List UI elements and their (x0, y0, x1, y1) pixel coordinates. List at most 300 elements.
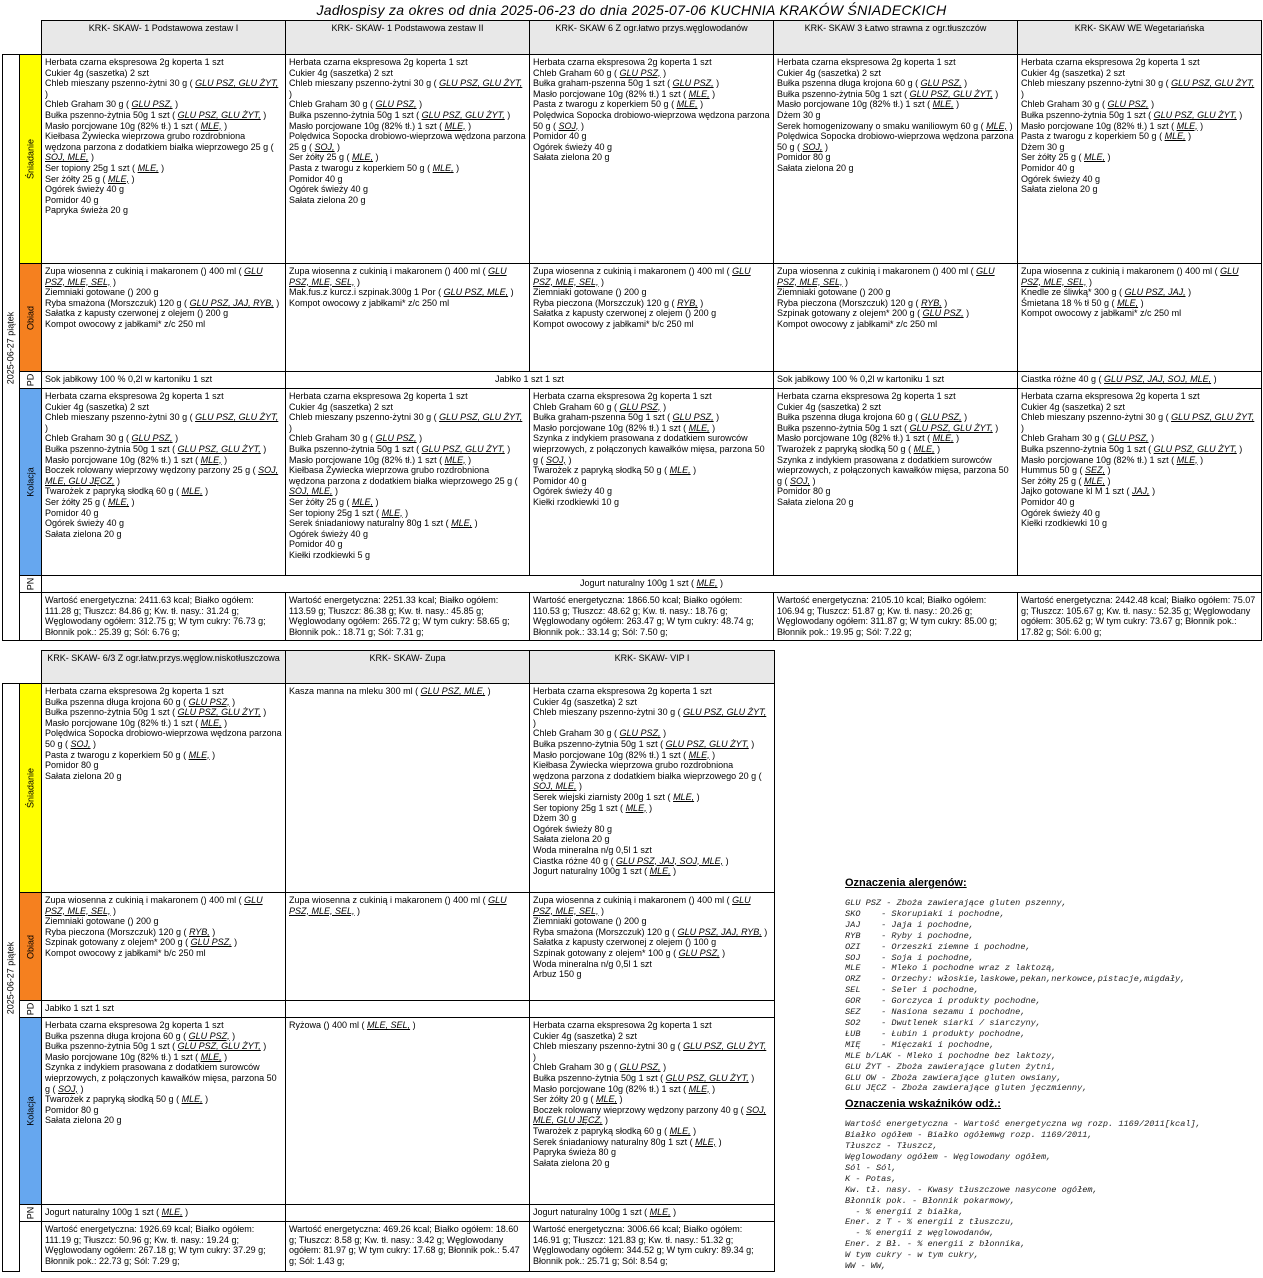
menu-item: Twarożek z papryką słodką 50 g ( MLE, ) (45, 1094, 209, 1105)
menu-item: Ser żółty 25 g ( MLE, ) (289, 152, 379, 163)
menu-item: Bułka pszenno-żytnia 50g 1 szt ( GLU PSZ, GLU ŻYT, ) (1021, 109, 1243, 120)
menu-cell (530, 1018, 775, 1205)
menu-cell (42, 55, 286, 264)
menu-item: Chleb Graham 30 g ( GLU PSZ, ) (533, 1062, 667, 1073)
menu-item: Polędwica Sopocka drobiowo-wieprzowa wędzona parzona 25 g ( SOJ, ) (289, 131, 526, 152)
menu-item: Kasza manna na mleku 300 ml ( GLU PSZ, MLE, ) (289, 686, 491, 696)
menu-cell (42, 684, 286, 893)
menu-item: Masło porcjowane 10g (82% tł.) 1 szt ( MLE, ) (45, 1051, 228, 1062)
menu-item: Herbata czarna ekspresowa 2g koperta 1 szt (533, 1020, 712, 1030)
menu-item: Herbata czarna ekspresowa 2g koperta 1 szt (533, 57, 712, 67)
legend-entry: Ener. z T - % energii z tłuszczu, (845, 1217, 1016, 1228)
menu-item: Bułka pszenno-żytnia 50g 1 szt ( GLU PSZ, GLU ŻYT, ) (533, 738, 755, 749)
menu-item: Chleb mieszany pszenno-żytni 30 g ( GLU PSZ, GLU ŻYT, ) (533, 707, 767, 728)
diet-header: KRK- SKAW- 6/3 Z ogr.łatw.przys.węglow.niskotłuszczowa (42, 651, 286, 684)
menu-item: Szynka z indykiem prasowana z dodatkiem surowców wieprzowych, z połączonych kawałków mięsa, parzona 50 g ( SOJ, ) (777, 454, 1009, 486)
date-label: 2025-06-27 piątek (5, 941, 16, 1014)
indicators-title: Oznaczenia wskaźników odż.: (845, 1098, 1001, 1111)
menu-item: Pomidor 40 g (533, 131, 587, 142)
meal-label-pn: PN (20, 1205, 42, 1222)
menu-item: Ogórek świeży 40 g (533, 486, 613, 497)
legend-entry: WW - WW, (845, 1261, 887, 1272)
menu-item: Masło porcjowane 10g (82% tł.) 1 szt ( MLE, ) (777, 99, 960, 110)
allergens-title: Oznaczenia alergenów: (845, 877, 967, 889)
legend-entry: GLU OW - Zboża zawierające gluten owsiany, (845, 1072, 1062, 1083)
meal-label-sniadanie: Śniadanie (20, 55, 42, 264)
menu-item: Sałata zielona 20 g (533, 152, 610, 163)
menu-item: Serek śniadaniowy naturalny 80g 1 szt ( MLE, ) (289, 518, 478, 529)
menu-item: Chleb mieszany pszenno-żytni 30 g ( GLU PSZ, GLU ŻYT, ) (1021, 78, 1255, 99)
legend-entry: SEZ - Nasiona sezamu i pochodne, (845, 1007, 1026, 1018)
menu-item: Sałatka z kapusty czerwonej z olejem () 200 g (45, 308, 229, 319)
menu-item: Ogórek świeży 40 g (1021, 173, 1101, 184)
legend-entry: SEL - Seler i pochodne, (845, 985, 980, 996)
menu-cell (774, 55, 1018, 264)
legend-entry: Białko ogółem - Białko ogółemwg rozp. 1169/2011, (845, 1130, 1093, 1141)
meal-label-obiad: Obiad (20, 264, 42, 372)
menu-item: Twarożek z papryką słodką 50 g ( MLE, ) (777, 443, 941, 454)
menu-item: Bułka pszenno-żytnia 50g 1 szt ( GLU PSZ, GLU ŻYT, ) (45, 109, 267, 120)
menu-cell (1018, 264, 1262, 372)
menu-item: Cukier 4g (saszetka) 2 szt (289, 401, 394, 412)
menu-item: Kompot owocowy z jabłkami* z/c 250 ml (289, 297, 450, 308)
menu-item: Szpinak gotowany z olejem* 200 g ( GLU PSZ, ) (777, 308, 970, 319)
legend-entry: Tłuszcz - Tłuszcz, (845, 1141, 938, 1152)
menu-item: Woda mineralna n/g 0,5l 1 szt (533, 844, 652, 855)
menu-item: Herbata czarna ekspresowa 2g koperta 1 szt (777, 391, 956, 401)
menu-item: Ser żółty 25 g ( MLE, ) (289, 496, 379, 507)
meal-label-kolacja: Kolacja (20, 1018, 42, 1205)
menu-item: Ciastka różne 40 g ( GLU PSZ, JAJ, SOJ, MLE, ) (533, 855, 729, 866)
menu-item: Ryba smażona (Morszczuk) 120 g ( GLU PSZ, JAJ, RYB, ) (45, 297, 280, 308)
menu-item: Ziemniaki gotowane () 200 g (777, 287, 891, 298)
menu-item: Masło porcjowane 10g (82% tł.) 1 szt ( MLE, ) (1021, 120, 1204, 131)
menu-cell (1018, 55, 1262, 264)
menu-item: Jabłko 1 szt 1 szt (494, 374, 565, 384)
legend-entry: JAJ - Jaja i pochodne, (845, 919, 974, 930)
diet-header: KRK- SKAW- 1 Podstawowa zestaw I (42, 21, 286, 55)
menu-item: Jogurt naturalny 100g 1 szt ( MLE, ) (533, 866, 677, 877)
menu-item: Ogórek świeży 40 g (45, 184, 125, 195)
menu-cell (530, 264, 774, 372)
menu-cell (42, 264, 286, 372)
menu-item: Polędwica Sopocka drobiowo-wieprzowa wędzona parzona 50 g ( SOJ, ) (777, 131, 1014, 152)
menu-cell (530, 1205, 775, 1222)
menu-item: Szynka z indykiem prasowana z dodatkiem surowców wieprzowych, z połączonych kawałków mięsa, parzona 50 g ( SOJ, ) (533, 433, 765, 465)
menu-item: Mak.fus.z kurcz.i szpinak.300g 1 Por ( GLU PSZ, MLE, ) (289, 287, 514, 298)
menu-item: Papryka świeża 20 g (45, 205, 129, 216)
menu-item: Ser żółty 25 g ( MLE, ) (1021, 152, 1111, 163)
menu-item: Ser żółty 20 g ( MLE, ) (533, 1094, 623, 1105)
menu-item: Kompot owocowy z jabłkami* b/c 250 ml (45, 947, 206, 958)
legend-entry: ŁUB - Łubin i produkty pochodne, (845, 1028, 1026, 1039)
nutrition-cell: Wartość energetyczna: 2105.10 kcal; Białko ogółem: 106.94 g; Tłuszcz: 51.87 g; Kw. tł. nasy.: 20.26 g; Węglowodany ogółem: 311.87 g; W tym cukry: 85.00 g; Błonnik pok.: 19.95 g; Sól: 7.22 g; (774, 593, 1018, 641)
menu-item: Bułka pszenno-żytnia 50g 1 szt ( GLU PSZ, GLU ŻYT, ) (289, 109, 511, 120)
menu-item: Jogurt naturalny 100g 1 szt ( MLE, ) (579, 578, 724, 588)
menu-item: Herbata czarna ekspresowa 2g koperta 1 szt (45, 686, 224, 696)
allergens-list (845, 898, 1260, 1094)
menu-item: Pomidor 80 g (45, 1104, 99, 1115)
menu-item: Pomidor 40 g (289, 173, 343, 184)
menu-cell (42, 1018, 286, 1205)
menu-item: Herbata czarna ekspresowa 2g koperta 1 szt (777, 57, 956, 67)
menu-item: Pomidor 40 g (1021, 162, 1075, 173)
menu-item: Chleb Graham 30 g ( GLU PSZ, ) (533, 728, 667, 739)
menu-item: Ser żółty 25 g ( MLE, ) (45, 173, 135, 184)
menu-item: Sałata zielona 20 g (533, 834, 610, 845)
menu-item: Cukier 4g (saszetka) 2 szt (777, 401, 882, 412)
menu-item: Polędwica Sopocka drobiowo-wieprzowa wędzona parzona 50 g ( SOJ, ) (45, 728, 282, 749)
menu-cell (286, 1018, 530, 1205)
nutrition-cell: Wartość energetyczna: 2251.33 kcal; Białko ogółem: 113.59 g; Tłuszcz: 86.38 g; Kw. tł. nasy.: 45.85 g; Węglowodany ogółem: 265.72 g; W tym cukry: 58.65 g; Błonnik pok.: 18.71 g; Sól: 7.31 g; (286, 593, 530, 641)
menu-cell (286, 372, 774, 389)
menu-cell (286, 1205, 530, 1222)
legend (845, 877, 1260, 1276)
menu-cell (42, 372, 286, 389)
menu-item: Serek homogenizowany o smaku waniliowym 60 g ( MLE, ) (777, 120, 1013, 131)
legend-entry: ORZ - Orzechy: włoskie,laskowe,pekan,nerkowce,pistacje,migdały, (845, 974, 1186, 985)
menu-item: Masło porcjowane 10g (82% tł.) 1 szt ( MLE, ) (45, 120, 228, 131)
meal-label-pn: PN (20, 576, 42, 593)
menu-cell (286, 893, 530, 1001)
diet-header: KRK- SKAW WE Wegetariańska (1018, 21, 1262, 55)
menu-item: Ziemniaki gotowane () 200 g (533, 287, 647, 298)
menu-item: Ser topiony 25g 1 szt ( MLE, ) (533, 802, 653, 813)
menu-cell (286, 684, 530, 893)
menu-item: Kompot owocowy z jabłkami* z/c 250 ml (45, 318, 206, 329)
legend-entry: Wartość energetyczna - Wartość energetyczna wg rozp. 1169/2011[kcal], (845, 1119, 1201, 1130)
menu-item: Zupa wiosenna z cukinią i makaronem () 400 ml ( GLU PSZ, MLE, SEL, ) (45, 266, 263, 287)
legend-entry: Węglowodany ogółem - Węglowodany ogółem, (845, 1152, 1052, 1163)
menu-cell (42, 576, 1262, 593)
legend-entry: RYB - Ryby i pochodne, (845, 930, 974, 941)
menu-item: Ser topiony 25g 1 szt ( MLE, ) (45, 162, 165, 173)
menu-item: Sałata zielona 20 g (45, 1115, 122, 1126)
diet-header: KRK- SKAW- VIP I (530, 651, 775, 684)
nutrition-cell: Wartość energetyczna: 2411.63 kcal; Białko ogółem: 111.28 g; Tłuszcz: 84.86 g; Kw. tł. nasy.: 31.24 g; Węglowodany ogółem: 312.75 g; W tym cukry: 76.73 g; Błonnik pok.: 25.39 g; Sól: 6.76 g; (42, 593, 286, 641)
menu-item: Pasta z twarogu z koperkiem 50 g ( MLE, ) (1021, 131, 1192, 142)
menu-item: Ser żółty 25 g ( MLE, ) (45, 496, 135, 507)
menu-item: Masło porcjowane 10g (82% tł.) 1 szt ( MLE, ) (45, 454, 228, 465)
menu-cell (774, 264, 1018, 372)
menu-cell (774, 372, 1018, 389)
nutrition-cell: Wartość energetyczna: 1866.50 kcal; Białko ogółem: 110.53 g; Tłuszcz: 48.62 g; Kw. tł. nasy.: 18.76 g; Węglowodany ogółem: 263.47 g; W tym cukry: 48.74 g; Błonnik pok.: 33.14 g; Sól: 7.50 g; (530, 593, 774, 641)
menu-item: Jogurt naturalny 100g 1 szt ( MLE, ) (533, 1207, 677, 1217)
diet-header-row (3, 651, 775, 684)
indicators-list (845, 1119, 1260, 1272)
menu-item: Chleb mieszany pszenno-żytni 30 g ( GLU PSZ, GLU ŻYT, ) (533, 1041, 767, 1062)
legend-entry: Błonnik pok. - Błonnik pokarmowy, (845, 1195, 1016, 1206)
menu-item: Bułka pszenno-żytnia 50g 1 szt ( GLU PSZ, GLU ŻYT, ) (289, 443, 511, 454)
legend-entry: Sól - Sól, (845, 1162, 897, 1173)
legend-entry: GLU PSZ - Zboża zawierające gluten pszenny, (845, 898, 1067, 908)
menu-item: Ryba smażona (Morszczuk) 120 g ( GLU PSZ, JAJ, RYB, ) (533, 926, 768, 937)
menu-item: Papryka świeża 80 g (533, 1147, 617, 1158)
menu-cell (42, 893, 286, 1001)
menu-item: Pomidor 40 g (45, 194, 99, 205)
menu-item: Kompot owocowy z jabłkami* z/c 250 ml (1021, 308, 1182, 319)
legend-entry: Kw. tł. nasy. - Kwasy tłuszczowe nasycone ogółem, (845, 1184, 1098, 1195)
menu-item: Herbata czarna ekspresowa 2g koperta 1 szt (45, 1020, 224, 1030)
legend-entry: Ener. z Bł. - % energii z błonnika, (845, 1239, 1026, 1250)
menu-item: Ogórek świeży 40 g (289, 528, 369, 539)
legend-entry: GLU ŻYT - Zboża zawierające gluten żytni, (845, 1061, 1057, 1072)
menu-table-2 (2, 650, 775, 1272)
menu-item: Masło porcjowane 10g (82% tł.) 1 szt ( MLE, ) (533, 749, 716, 760)
menu-item: Jajko gotowane kl M 1 szt ( JAJ, ) (1021, 486, 1156, 497)
menu-item: Sok jabłkowy 100 % 0,2l w kartoniku 1 szt (777, 374, 945, 384)
nutrition-cell: Wartość energetyczna: 3006.66 kcal; Białko ogółem: 146.91 g; Tłuszcz: 121.83 g; Kw. tł. nasy.: 51.32 g; Węglowodany ogółem: 344.52 g; W tym cukry: 89.34 g; Błonnik pok.: 25.71 g; Sól: 8.54 g; (530, 1222, 775, 1272)
menu-item: Knedle ze śliwką* 300 g ( GLU PSZ, JAJ, ) (1021, 287, 1192, 298)
menu-cell (774, 389, 1018, 576)
menu-item: Ogórek świeży 40 g (533, 141, 613, 152)
menu-item: Pomidor 40 g (45, 507, 99, 518)
menu-item: Chleb Graham 30 g ( GLU PSZ, ) (45, 433, 179, 444)
legend-entry: GOR - Gorczyca i produkty pochodne, (845, 996, 1041, 1007)
menu-item: Szynka z indykiem prasowana z dodatkiem surowców wieprzowych, z połączonych kawałków mięsa, parzona 50 g ( SOJ, ) (45, 1062, 277, 1094)
menu-cell (42, 389, 286, 576)
meal-label-sniadanie: Śniadanie (20, 684, 42, 893)
menu-item: Sałata zielona 20 g (45, 528, 122, 539)
menu-item: Sok jabłkowy 100 % 0,2l w kartoniku 1 szt (45, 374, 213, 384)
menu-item: Dżem 30 g (1021, 141, 1065, 152)
menu-item: Herbata czarna ekspresowa 2g koperta 1 szt (533, 391, 712, 401)
date-cell (3, 55, 20, 641)
menu-cell (286, 389, 530, 576)
menu-item: Chleb Graham 30 g ( GLU PSZ, ) (289, 433, 423, 444)
menu-item: Herbata czarna ekspresowa 2g koperta 1 szt (1021, 391, 1200, 401)
diet-header-row (3, 21, 1262, 55)
menu-cell (530, 389, 774, 576)
menu-item: Chleb Graham 30 g ( GLU PSZ, ) (1021, 433, 1155, 444)
menu-item: Ryżowa () 400 ml ( MLE, SEL, ) (289, 1020, 416, 1030)
menu-item: Chleb mieszany pszenno-żytni 30 g ( GLU PSZ, GLU ŻYT, ) (289, 412, 523, 433)
menu-item: Ogórek świeży 40 g (1021, 507, 1101, 518)
menu-cell (1018, 389, 1262, 576)
meal-label-kolacja: Kolacja (20, 389, 42, 576)
menu-item: Bułka pszenna długa krojona 60 g ( GLU PSZ, ) (45, 696, 236, 707)
menu-cell (286, 264, 530, 372)
menu-item: Masło porcjowane 10g (82% tł.) 1 szt ( MLE, ) (1021, 454, 1204, 465)
menu-item: Dżem 30 g (533, 813, 577, 824)
legend-entry: MIĘ - Mięczaki i pochodne, (845, 1039, 995, 1050)
menu-item: Boczek rolowany wieprzowy wędzony parzony 25 g ( SOJ, MLE, GLU JĘCZ, ) (45, 465, 279, 486)
menu-item: Bułka pszenna długa krojona 60 g ( GLU PSZ, ) (777, 412, 968, 423)
menu-cell (286, 55, 530, 264)
menu-item: Twarożek z papryką słodką 60 g ( MLE, ) (45, 486, 209, 497)
diet-header: KRK- SKAW 6 Z ogr.łatwo przys.węglowodanów (530, 21, 774, 55)
menu-item: Cukier 4g (saszetka) 2 szt (533, 1030, 638, 1041)
menu-item: Masło porcjowane 10g (82% tł.) 1 szt ( MLE, ) (777, 433, 960, 444)
menu-item: Sałata zielona 20 g (533, 1157, 610, 1168)
menu-item: Pasta z twarogu z koperkiem 50 g ( MLE, ) (289, 162, 460, 173)
legend-entry: OZI - Orzeszki ziemne i pochodne, (845, 941, 1031, 952)
menu-item: Ziemniaki gotowane () 200 g (45, 916, 159, 927)
menu-item: Herbata czarna ekspresowa 2g koperta 1 szt (45, 57, 224, 67)
legend-entry: K - Potas, (845, 1173, 897, 1184)
legend-entry: - % energii z węglowodanów, (845, 1228, 995, 1239)
menu-item: Chleb Graham 60 g ( GLU PSZ, ) (533, 67, 667, 78)
legend-entry: - % energii z białka, (845, 1206, 964, 1217)
menu-item: Pasta z twarogu z koperkiem 50 g ( MLE, ) (45, 749, 216, 760)
menu-item: Kiełbasa Żywiecka wieprzowa grubo rozdrobniona wędzona parzona z dodatkiem białka wieprzowego 25 g ( SOJ, MLE, ) (45, 131, 274, 163)
date-label: 2025-06-27 piątek (5, 311, 16, 384)
menu-item: Cukier 4g (saszetka) 2 szt (289, 67, 394, 78)
menu-item: Pomidor 40 g (289, 539, 343, 550)
menu-item: Ser topiony 25g 1 szt ( MLE, ) (289, 507, 409, 518)
menu-cell (530, 55, 774, 264)
menu-item: Herbata czarna ekspresowa 2g koperta 1 szt (289, 391, 468, 401)
legend-entry: SO2 - Dwutlenek siarki / siarczyny, (845, 1017, 1041, 1028)
menu-item: Sałata zielona 20 g (777, 162, 854, 173)
menu-item: Śmietana 18 % tł 50 g ( MLE, ) (1021, 297, 1144, 308)
menu-item: Ziemniaki gotowane () 200 g (533, 916, 647, 927)
menu-item: Serek wiejski ziarnisty 200g 1 szt ( MLE, ) (533, 791, 700, 802)
menu-item: Cukier 4g (saszetka) 2 szt (45, 67, 150, 78)
menu-item: Jogurt naturalny 100g 1 szt ( MLE, ) (45, 1207, 189, 1217)
menu-item: Sałatka z kapusty czerwonej z olejem () 200 g (533, 308, 717, 319)
nutrition-cell: Wartość energetyczna: 1926.69 kcal; Białko ogółem: 111.19 g; Tłuszcz: 50.96 g; Kw. tł. nasy.: 19.24 g; Węglowodany ogółem: 267.18 g; W tym cukry: 37.29 g; Błonnik pok.: 22.73 g; Sól: 7.29 g; (42, 1222, 286, 1272)
menu-item: Kiełki rzodkiewki 10 g (1021, 518, 1108, 529)
menu-item: Kiełki rzodkiewki 5 g (289, 549, 371, 560)
menu-item: Ziemniaki gotowane () 200 g (45, 287, 159, 298)
date-cell (3, 684, 20, 1272)
menu-item: Pomidor 40 g (533, 475, 587, 486)
menu-item: Szpinak gotowany z olejem* 100 g ( GLU PSZ, ) (533, 947, 726, 958)
menu-item: Bułka pszenno-żytnia 50g 1 szt ( GLU PSZ, GLU ŻYT, ) (533, 1072, 755, 1083)
menu-item: Sałata zielona 20 g (777, 496, 854, 507)
menu-item: Zupa wiosenna z cukinią i makaronem () 400 ml ( GLU PSZ, MLE, SEL, ) (1021, 266, 1239, 287)
menu-item: Chleb mieszany pszenno-żytni 30 g ( GLU PSZ, GLU ŻYT, ) (45, 412, 279, 433)
legend-entry: SKO - Skorupiaki i pochodne, (845, 908, 1005, 919)
nutrition-cell: Wartość energetyczna: 469.26 kcal; Białko ogółem: 18.60 g; Tłuszcz: 8.58 g; Kw. tł. nasy.: 3.42 g; Węglowodany ogółem: 81.97 g; W tym cukry: 17.68 g; Błonnik pok.: 5.47 g; Sól: 1.43 g; (286, 1222, 530, 1272)
menu-item: Cukier 4g (saszetka) 2 szt (777, 67, 882, 78)
menu-item: Twarożek z papryką słodką 60 g ( MLE, ) (533, 1125, 697, 1136)
menu-item: Sałata zielona 20 g (289, 194, 366, 205)
menu-item: Pomidor 80 g (777, 152, 831, 163)
menu-item: Polędwica Sopocka drobiowo-wieprzowa wędzona parzona 50 g ( SOJ, ) (533, 109, 770, 131)
menu-item: Herbata czarna ekspresowa 2g koperta 1 szt (289, 57, 468, 67)
menu-item: Dżem 30 g (777, 109, 821, 120)
menu-item: Pomidor 80 g (777, 486, 831, 497)
menu-item: Kiełbasa Żywiecka wieprzowa grubo rozdrobniona wędzona parzona z dodatkiem białka wieprzowego 25 g ( SOJ, MLE, ) (289, 465, 518, 497)
menu-item: Bułka pszenna długa krojona 60 g ( GLU PSZ, ) (777, 78, 968, 89)
menu-item: Ciastka różne 40 g ( GLU PSZ, JAJ, SOJ, MLE, ) (1021, 374, 1217, 384)
menu-item: Ogórek świeży 40 g (45, 518, 125, 529)
menu-item: Ogórek świeży 80 g (533, 823, 613, 834)
menu-item: Masło porcjowane 10g (82% tł.) 1 szt ( MLE, ) (45, 717, 228, 728)
menu-item: Bułka pszenno-żytnia 50g 1 szt ( GLU PSZ, GLU ŻYT, ) (45, 443, 267, 454)
menu-cell (42, 1001, 286, 1018)
menu-item: Zupa wiosenna z cukinią i makaronem () 400 ml ( GLU PSZ, MLE, SEL, ) (533, 266, 751, 287)
menu-item: Bułka pszenno-żytnia 50g 1 szt ( GLU PSZ, GLU ŻYT, ) (777, 88, 999, 99)
menu-item: Pasta z twarogu z koperkiem 50 g ( MLE, ) (533, 99, 704, 110)
menu-item: Masło porcjowane 10g (82% tł.) 1 szt ( MLE, ) (289, 120, 472, 131)
menu-item: Chleb Graham 60 g ( GLU PSZ, ) (533, 401, 667, 412)
menu-item: Herbata czarna ekspresowa 2g koperta 1 szt (45, 391, 224, 401)
legend-entry: W tym cukry - w tym cukry, (845, 1250, 980, 1261)
menu-item: Zupa wiosenna z cukinią i makaronem () 400 ml ( GLU PSZ, MLE, SEL, ) (777, 266, 995, 287)
menu-item: Jabłko 1 szt 1 szt (45, 1003, 115, 1013)
menu-cell (1018, 372, 1262, 389)
menu-item: Ogórek świeży 40 g (289, 184, 369, 195)
meal-label-obiad: Obiad (20, 893, 42, 1001)
legend-entry: SOJ - Soja i pochodne, (845, 952, 974, 963)
menu-item: Twarożek z papryką słodką 50 g ( MLE, ) (533, 465, 697, 476)
menu-item: Bułka pszenno-żytnia 50g 1 szt ( GLU PSZ, GLU ŻYT, ) (1021, 443, 1243, 454)
menu-item: Arbuz 150 g (533, 969, 582, 980)
menu-cell (286, 1001, 530, 1018)
nutrition-cell: Wartość energetyczna: 2442.48 kcal; Białko ogółem: 75.07 g; Tłuszcz: 105.67 g; Kw. tł. nasy.: 52.35 g; Węglowodany ogółem: 305.62 g; W tym cukry: 73.67 g; Błonnik pok.: 17.82 g; Sól: 6.00 g; (1018, 593, 1262, 641)
menu-item: Pomidor 40 g (1021, 496, 1075, 507)
menu-item: Bułka graham-pszenna 50g 1 szt ( GLU PSZ, ) (533, 412, 720, 423)
menu-item: Bułka pszenno-żytnia 50g 1 szt ( GLU PSZ, GLU ŻYT, ) (45, 1041, 267, 1052)
menu-item: Bułka pszenno-żytnia 50g 1 szt ( GLU PSZ, GLU ŻYT, ) (45, 707, 267, 718)
legend-entry: MLE b/LAK - Mleko i pochodne bez laktozy, (845, 1050, 1057, 1061)
diet-header: KRK- SKAW 3 Łatwo strawna z ogr.tłuszczów (774, 21, 1018, 55)
menu-item: Chleb mieszany pszenno-żytni 30 g ( GLU PSZ, GLU ŻYT, ) (289, 78, 523, 99)
diet-header: KRK- SKAW- Zupa (286, 651, 530, 684)
menu-item: Woda mineralna n/g 0,5l 1 szt (533, 958, 652, 969)
menu-item: Cukier 4g (saszetka) 2 szt (533, 696, 638, 707)
menu-item: Cukier 4g (saszetka) 2 szt (45, 401, 150, 412)
menu-item: Pomidor 80 g (45, 760, 99, 771)
meal-label-pd: PD (20, 372, 42, 389)
menu-item: Serek śniadaniowy naturalny 80g 1 szt ( MLE, ) (533, 1136, 722, 1147)
menu-cell (42, 1205, 286, 1222)
menu-cell (530, 684, 775, 893)
menu-item: Zupa wiosenna z cukinią i makaronem () 400 ml ( GLU PSZ, MLE, SEL, ) (533, 895, 751, 916)
menu-item: Zupa wiosenna z cukinią i makaronem () 400 ml ( GLU PSZ, MLE, SEL, ) (289, 895, 507, 916)
diet-header: KRK- SKAW- 1 Podstawowa zestaw II (286, 21, 530, 55)
menu-item: Zupa wiosenna z cukinią i makaronem () 400 ml ( GLU PSZ, MLE, SEL, ) (45, 895, 263, 916)
menu-item: Masło porcjowane 10g (82% tł.) 1 szt ( MLE, ) (533, 1083, 716, 1094)
legend-entry: MLE - Mleko i pochodne wraz z laktozą, (845, 963, 1057, 974)
menu-item: Ryba pieczona (Morszczuk) 120 g ( RYB, ) (777, 297, 948, 308)
menu-item: Kompot owocowy z jabłkami* z/c 250 ml (777, 318, 938, 329)
menu-item: Kiełki rzodkiewki 10 g (533, 496, 620, 507)
menu-item: Kiełbasa Żywiecka wieprzowa grubo rozdrobniona wędzona parzona z dodatkiem białka wieprzowego 20 g ( SOJ, MLE, ) (533, 760, 762, 792)
menu-item: Masło porcjowane 10g (82% tł.) 1 szt ( MLE, ) (289, 454, 472, 465)
menu-item: Hummus 50 g ( SEZ, ) (1021, 465, 1111, 476)
legend-entry: GLU JĘCZ - Zboża zawierające gluten jęczmienny, (845, 1083, 1088, 1094)
menu-item: Sałatka z kapusty czerwonej z olejem () 100 g (533, 937, 717, 948)
menu-item: Bułka pszenna długa krojona 60 g ( GLU PSZ, ) (45, 1030, 236, 1041)
menu-item: Chleb mieszany pszenno-żytni 30 g ( GLU PSZ, GLU ŻYT, ) (45, 78, 279, 99)
menu-item: Sałata zielona 20 g (45, 770, 122, 781)
menu-item: Chleb Graham 30 g ( GLU PSZ, ) (1021, 99, 1155, 110)
menu-item: Chleb mieszany pszenno-żytni 30 g ( GLU PSZ, GLU ŻYT, ) (1021, 412, 1255, 433)
menu-item: Bułka graham-pszenna 50g 1 szt ( GLU PSZ, ) (533, 78, 720, 89)
menu-item: Chleb Graham 30 g ( GLU PSZ, ) (45, 99, 179, 110)
menu-cell (530, 1001, 775, 1018)
menu-item: Chleb Graham 30 g ( GLU PSZ, ) (289, 99, 423, 110)
menu-item: Cukier 4g (saszetka) 2 szt (1021, 401, 1126, 412)
menu-item: Masło porcjowane 10g (82% tł.) 1 szt ( MLE, ) (533, 88, 716, 99)
meal-label-pd: PD (20, 1001, 42, 1018)
menu-item: Kompot owocowy z jabłkami* b/c 250 ml (533, 318, 694, 329)
menu-item: Masło porcjowane 10g (82% tł.) 1 szt ( MLE, ) (533, 422, 716, 433)
menu-item: Szpinak gotowany z olejem* 200 g ( GLU PSZ, ) (45, 937, 238, 948)
menu-item: Ryba pieczona (Morszczuk) 120 g ( RYB, ) (533, 297, 704, 308)
menu-item: Zupa wiosenna z cukinią i makaronem () 400 ml ( GLU PSZ, MLE, SEL, ) (289, 266, 507, 287)
menu-item: Herbata czarna ekspresowa 2g koperta 1 szt (1021, 57, 1200, 67)
menu-cell (530, 893, 775, 1001)
menu-item: Cukier 4g (saszetka) 2 szt (1021, 67, 1126, 78)
menu-item: Sałata zielona 20 g (1021, 184, 1098, 195)
menu-item: Herbata czarna ekspresowa 2g koperta 1 szt (533, 686, 712, 696)
menu-item: Ryba pieczona (Morszczuk) 120 g ( RYB, ) (45, 926, 216, 937)
